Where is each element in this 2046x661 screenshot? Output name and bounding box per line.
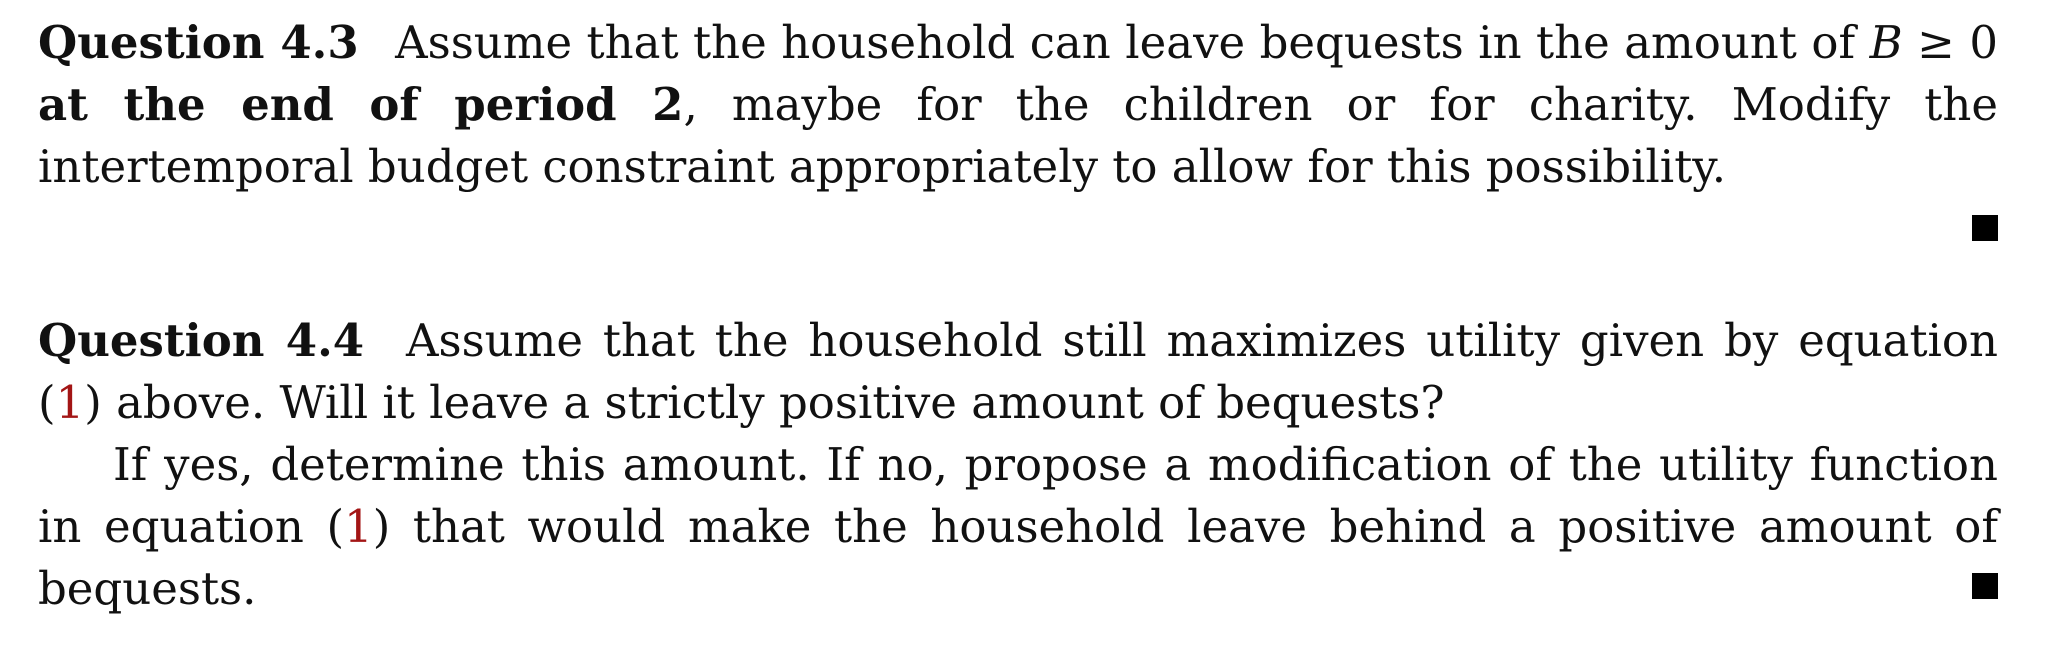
question-4-3-text: Assume that the household can leave bequests in the amount of [395,16,1856,69]
equation-reference-link[interactable]: 1 [55,376,85,429]
math-zero: 0 [1969,16,1998,69]
question-4-3-label: Question 4.3 [38,16,359,69]
question-4-4-p2-text-after: ) that would make the household leave behind a positive amount of bequests. [38,500,1998,615]
question-4-3-text-after: , maybe for the children or for charity. Modify the intertemporal budget constraint appropriately to allow for this possibility. [38,78,1998,193]
question-4-4-text-after: ) above. Will it leave a strictly positive amount of bequests? [84,376,1445,429]
math-geq-operator: ≥ [1902,16,1970,69]
question-4-3-paragraph [38,12,1998,198]
question-4-4-paragraph-1 [38,310,1998,434]
question-4-4-label: Question 4.4 [38,314,365,367]
question-4-4-p2-text: If yes, determine this amount. If no, propose a modification of the utility function in equation ( [38,438,1998,553]
equation-reference-link[interactable]: 1 [344,500,373,553]
question-4-3 [38,12,1998,198]
question-4-4 [38,310,1998,620]
question-4-4-text: Assume that the household still maximizes utility given by equation ( [38,314,1999,429]
question-4-4-paragraph-2 [38,434,1998,620]
qed-square-icon [1972,215,1998,241]
math-variable-b: B [1869,16,1903,69]
question-4-3-bold-phrase: at the end of period 2 [38,78,684,131]
qed-square-icon [1972,573,1998,599]
